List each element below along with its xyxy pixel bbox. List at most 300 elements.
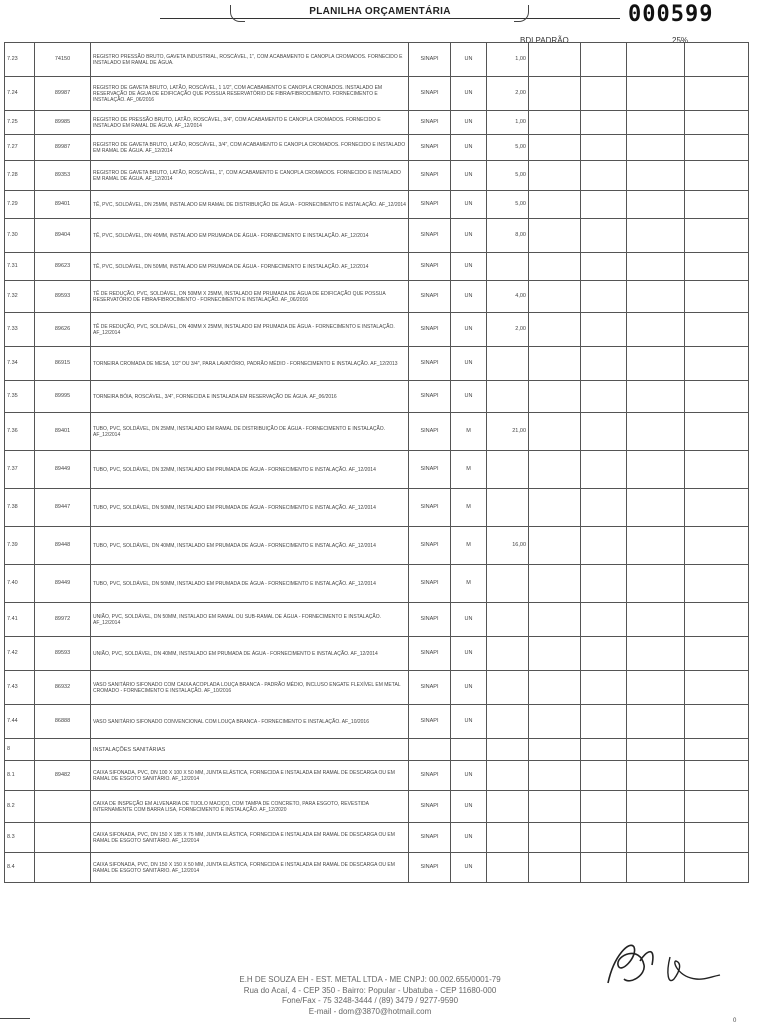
table-row [5, 761, 749, 791]
item-unit-price [529, 761, 581, 791]
item-unit-price-bdi [581, 161, 627, 191]
item-quantity [487, 791, 529, 823]
item-unit: M [451, 451, 487, 489]
item-number: 7.32 [5, 281, 35, 313]
item-unit-price [529, 739, 581, 761]
footer-line-2: Rua do Acaí, 4 - CEP 350 - Bairro: Popular - Ubatuba - CEP 11680-000 [243, 985, 497, 995]
item-total [627, 853, 685, 883]
item-total-bdi [685, 219, 749, 253]
item-code: 89449 [35, 565, 91, 603]
item-quantity [487, 853, 529, 883]
item-total [627, 451, 685, 489]
item-total-bdi [685, 43, 749, 77]
item-description: UNIÃO, PVC, SOLDÁVEL, DN 50MM, INSTALADO EM RAMAL OU SUB-RAMAL DE ÁGUA - FORNECIMENTO E INSTALAÇÃO. AF_12/2014 [91, 603, 409, 637]
item-number: 7.38 [5, 489, 35, 527]
item-number: 8.2 [5, 791, 35, 823]
item-description: REGISTRO PRESSÃO BRUTO, GAVETA INDUSTRIAL, ROSCÁVEL, 1", COM ACABAMENTO E CANOPLA CROMADOS. FORNECIDO E INSTALADO EM RAMAL DE ÁGUA. [91, 43, 409, 77]
table-row [5, 191, 749, 219]
table-row [5, 413, 749, 451]
item-total-bdi [685, 527, 749, 565]
item-number: 7.35 [5, 381, 35, 413]
item-total-bdi [685, 191, 749, 219]
item-code: 89987 [35, 135, 91, 161]
margin-mark [0, 1018, 30, 1019]
item-number: 7.39 [5, 527, 35, 565]
bdi-label: BDI PADRÃO [520, 36, 569, 45]
item-total-bdi [685, 489, 749, 527]
item-number: 7.37 [5, 451, 35, 489]
item-number: 8 [5, 739, 35, 761]
item-number: 8.4 [5, 853, 35, 883]
item-unit: UN [451, 161, 487, 191]
item-code: 74150 [35, 43, 91, 77]
item-source: SINAPI [409, 191, 451, 219]
item-quantity [487, 671, 529, 705]
item-number: 7.40 [5, 565, 35, 603]
item-number: 7.34 [5, 347, 35, 381]
item-unit-price [529, 281, 581, 313]
item-number: 7.33 [5, 313, 35, 347]
table-row [5, 161, 749, 191]
item-code: 89626 [35, 313, 91, 347]
item-number: 7.29 [5, 191, 35, 219]
table-row [5, 381, 749, 413]
item-unit-price [529, 381, 581, 413]
item-unit: UN [451, 347, 487, 381]
item-total [627, 135, 685, 161]
item-unit: UN [451, 853, 487, 883]
item-unit: UN [451, 637, 487, 671]
item-total-bdi [685, 161, 749, 191]
item-source: SINAPI [409, 161, 451, 191]
item-unit: UN [451, 191, 487, 219]
item-description: TORNEIRA BÓIA, ROSCÁVEL, 3/4", FORNECIDA E INSTALADA EM RESERVAÇÃO DE ÁGUA. AF_06/2016 [91, 381, 409, 413]
item-source: SINAPI [409, 671, 451, 705]
item-description: CAIXA SIFONADA, PVC, DN 100 X 100 X 50 MM, JUNTA ELÁSTICA, FORNECIDA E INSTALADA EM RAMAL DE DESCARGA OU EM RAMAL DE ESGOTO SANITÁRIO. AF_12/2014 [91, 761, 409, 791]
item-code: 89449 [35, 451, 91, 489]
item-description: CAIXA DE INSPEÇÃO EM ALVENARIA DE TIJOLO MACIÇO, COM TAMPA DE CONCRETO, PARA ESGOTO, REVESTIDA INTERNAMENTE COM BARRA LISA, FORNECIMENTO E INSTALAÇÃO. AF_12/2020 [91, 791, 409, 823]
item-source: SINAPI [409, 527, 451, 565]
item-total [627, 381, 685, 413]
bdi-value: 25% [672, 36, 689, 45]
item-unit-price-bdi [581, 111, 627, 135]
item-unit-price-bdi [581, 853, 627, 883]
item-unit-price [529, 313, 581, 347]
item-number: 7.36 [5, 413, 35, 451]
item-total-bdi [685, 111, 749, 135]
item-code: 89448 [35, 527, 91, 565]
item-unit-price [529, 347, 581, 381]
item-unit: UN [451, 705, 487, 739]
item-unit: M [451, 413, 487, 451]
item-source: SINAPI [409, 43, 451, 77]
item-total [627, 603, 685, 637]
item-number: 7.25 [5, 111, 35, 135]
title-bracket-right [514, 5, 529, 22]
item-quantity [487, 253, 529, 281]
item-source: SINAPI [409, 413, 451, 451]
item-description: TÊ DE REDUÇÃO, PVC, SOLDÁVEL, DN 50MM X 25MM, INSTALADO EM PRUMADA DE ÁGUA DE EDIFICAÇÃO QUE POSSUA RESERVATÓRIO DE FIBRA/FIBROCIMENTO - FORNECIMENTO E INSTALAÇÃO. AF_06/2016 [91, 281, 409, 313]
item-quantity [487, 823, 529, 853]
item-unit-price [529, 527, 581, 565]
item-unit: UN [451, 823, 487, 853]
footer-line-1: E.H DE SOUZA EH - EST. METAL LTDA - ME CNPJ: 00.002.655/0001-79 [239, 975, 501, 984]
item-unit-price-bdi [581, 281, 627, 313]
item-quantity: 5,00 [487, 191, 529, 219]
item-description: TUBO, PVC, SOLDÁVEL, DN 50MM, INSTALADO EM PRUMADA DE ÁGUA - FORNECIMENTO E INSTALAÇÃO. AF_12/2014 [91, 489, 409, 527]
item-number: 7.31 [5, 253, 35, 281]
item-description: CAIXA SIFONADA, PVC, DN 150 X 150 X 50 MM, JUNTA ELÁSTICA, FORNECIDA E INSTALADA EM RAMAL DE DESCARGA OU EM RAMAL DE ESGOTO SANITÁRIO. AF_12/2014 [91, 853, 409, 883]
item-source: SINAPI [409, 853, 451, 883]
item-unit-price [529, 253, 581, 281]
item-unit-price-bdi [581, 565, 627, 603]
item-total-bdi [685, 253, 749, 281]
item-quantity: 16,00 [487, 527, 529, 565]
item-number: 7.23 [5, 43, 35, 77]
table-row [5, 451, 749, 489]
title-rule [160, 18, 620, 19]
item-unit-price [529, 43, 581, 77]
table-row [5, 219, 749, 253]
item-quantity: 21,00 [487, 413, 529, 451]
table-row [5, 281, 749, 313]
item-source: SINAPI [409, 77, 451, 111]
item-source: SINAPI [409, 281, 451, 313]
item-total [627, 161, 685, 191]
item-total-bdi [685, 853, 749, 883]
item-total-bdi [685, 603, 749, 637]
item-total [627, 111, 685, 135]
table-row [5, 77, 749, 111]
item-number: 8.3 [5, 823, 35, 853]
item-source: SINAPI [409, 111, 451, 135]
item-unit-price [529, 489, 581, 527]
item-unit: UN [451, 381, 487, 413]
item-code: 89987 [35, 77, 91, 111]
item-code [35, 739, 91, 761]
item-unit-price [529, 161, 581, 191]
item-unit: UN [451, 219, 487, 253]
item-total-bdi [685, 739, 749, 761]
item-unit-price-bdi [581, 347, 627, 381]
item-unit-price [529, 791, 581, 823]
item-total [627, 705, 685, 739]
item-total [627, 313, 685, 347]
item-source: SINAPI [409, 253, 451, 281]
item-total [627, 347, 685, 381]
item-unit-price-bdi [581, 791, 627, 823]
item-description: INSTALAÇÕES SANITÁRIAS [91, 739, 409, 761]
item-code: 89482 [35, 761, 91, 791]
item-unit-price-bdi [581, 761, 627, 791]
table-row [5, 347, 749, 381]
item-total [627, 671, 685, 705]
item-source: SINAPI [409, 637, 451, 671]
item-number: 7.41 [5, 603, 35, 637]
table-row [5, 135, 749, 161]
item-total [627, 77, 685, 111]
item-unit-price [529, 135, 581, 161]
table-row [5, 671, 749, 705]
item-code: 89401 [35, 413, 91, 451]
item-source: SINAPI [409, 381, 451, 413]
item-total-bdi [685, 671, 749, 705]
table-row [5, 853, 749, 883]
item-code: 89995 [35, 381, 91, 413]
title-bracket-left [230, 5, 245, 22]
item-quantity [487, 565, 529, 603]
stamp-page-number: 000599 [628, 2, 714, 27]
item-code: 89593 [35, 281, 91, 313]
table-row [5, 705, 749, 739]
item-quantity [487, 381, 529, 413]
item-description: VASO SANITÁRIO SIFONADO CONVENCIONAL COM LOUÇA BRANCA - FORNECIMENTO E INSTALAÇÃO. AF_10/2016 [91, 705, 409, 739]
item-code: 89972 [35, 603, 91, 637]
item-code: 86932 [35, 671, 91, 705]
item-quantity [487, 637, 529, 671]
item-unit: UN [451, 313, 487, 347]
item-source [409, 739, 451, 761]
item-total [627, 823, 685, 853]
item-unit-price-bdi [581, 489, 627, 527]
table-row [5, 253, 749, 281]
item-total-bdi [685, 413, 749, 451]
item-total [627, 191, 685, 219]
item-unit: UN [451, 281, 487, 313]
company-footer [200, 975, 540, 1017]
item-source: SINAPI [409, 565, 451, 603]
item-description: TORNEIRA CROMADA DE MESA, 1/2" OU 3/4", PARA LAVATÓRIO, PADRÃO MÉDIO - FORNECIMENTO E INSTALAÇÃO. AF_12/2013 [91, 347, 409, 381]
item-source: SINAPI [409, 489, 451, 527]
item-unit: UN [451, 135, 487, 161]
item-unit-price [529, 191, 581, 219]
item-number: 7.30 [5, 219, 35, 253]
table-row [5, 637, 749, 671]
item-unit: UN [451, 111, 487, 135]
page-title: PLANILHA ORÇAMENTÁRIA [309, 6, 451, 17]
item-unit-price-bdi [581, 705, 627, 739]
item-unit: M [451, 565, 487, 603]
item-description: VASO SANITÁRIO SIFONADO COM CAIXA ACOPLADA LOUÇA BRANCA - PADRÃO MÉDIO, INCLUSO ENGATE FLEXÍVEL EM METAL CROMADO - FORNECIMENTO E INSTALAÇÃO. AF_10/2016 [91, 671, 409, 705]
item-quantity [487, 761, 529, 791]
item-quantity: 1,00 [487, 111, 529, 135]
item-unit-price [529, 671, 581, 705]
item-number: 7.43 [5, 671, 35, 705]
item-source: SINAPI [409, 347, 451, 381]
table-row [5, 527, 749, 565]
item-quantity: 2,00 [487, 77, 529, 111]
item-unit-price-bdi [581, 219, 627, 253]
item-source: SINAPI [409, 823, 451, 853]
item-unit-price-bdi [581, 527, 627, 565]
item-source: SINAPI [409, 313, 451, 347]
item-code: 89401 [35, 191, 91, 219]
item-unit-price [529, 637, 581, 671]
item-unit-price-bdi [581, 77, 627, 111]
item-description: TUBO, PVC, SOLDÁVEL, DN 25MM, INSTALADO EM RAMAL DE DISTRIBUIÇÃO DE ÁGUA - FORNECIMENTO E INSTALAÇÃO. AF_12/2014 [91, 413, 409, 451]
item-unit-price-bdi [581, 603, 627, 637]
item-total [627, 489, 685, 527]
item-number: 7.27 [5, 135, 35, 161]
signature [600, 935, 730, 1000]
item-unit-price-bdi [581, 451, 627, 489]
item-unit: UN [451, 77, 487, 111]
item-unit-price-bdi [581, 413, 627, 451]
table-row [5, 791, 749, 823]
item-code: 89623 [35, 253, 91, 281]
item-total-bdi [685, 565, 749, 603]
item-total-bdi [685, 823, 749, 853]
item-code: 86888 [35, 705, 91, 739]
item-total-bdi [685, 791, 749, 823]
item-description: CAIXA SIFONADA, PVC, DN 150 X 185 X 75 MM, JUNTA ELÁSTICA, FORNECIDA E INSTALADA EM RAMAL DE DESCARGA OU EM RAMAL DE ESGOTO SANITÁRIO. AF_12/2014 [91, 823, 409, 853]
item-unit-price [529, 451, 581, 489]
item-unit: UN [451, 761, 487, 791]
item-unit-price-bdi [581, 671, 627, 705]
item-total [627, 637, 685, 671]
item-unit-price [529, 413, 581, 451]
table-row [5, 111, 749, 135]
item-unit: UN [451, 253, 487, 281]
item-unit-price [529, 705, 581, 739]
item-total-bdi [685, 347, 749, 381]
item-unit-price [529, 77, 581, 111]
item-description: REGISTRO DE GAVETA BRUTO, LATÃO, ROSCÁVEL, 1", COM ACABAMENTO E CANOPLA CROMADOS. FORNECIDO E INSTALADO EM RAMAL DE ÁGUA. AF_12/2014 [91, 161, 409, 191]
item-unit-price-bdi [581, 191, 627, 219]
item-number: 7.42 [5, 637, 35, 671]
item-description: TÊ, PVC, SOLDÁVEL, DN 40MM, INSTALADO EM PRUMADA DE ÁGUA - FORNECIMENTO E INSTALAÇÃO. AF_12/2014 [91, 219, 409, 253]
table-row [5, 313, 749, 347]
item-unit-price-bdi [581, 739, 627, 761]
item-quantity: 2,00 [487, 313, 529, 347]
budget-table [4, 42, 749, 883]
item-code [35, 823, 91, 853]
item-total-bdi [685, 281, 749, 313]
item-unit: M [451, 527, 487, 565]
item-code: 89353 [35, 161, 91, 191]
item-unit-price [529, 603, 581, 637]
item-description: TUBO, PVC, SOLDÁVEL, DN 32MM, INSTALADO EM PRUMADA DE ÁGUA - FORNECIMENTO E INSTALAÇÃO. AF_12/2014 [91, 451, 409, 489]
table-row [5, 823, 749, 853]
item-unit: UN [451, 43, 487, 77]
item-quantity [487, 451, 529, 489]
item-unit: M [451, 489, 487, 527]
item-total [627, 739, 685, 761]
item-description: REGISTRO DE GAVETA BRUTO, LATÃO, ROSCÁVEL, 1 1/2", COM ACABAMENTO E CANOPLA CROMADOS. INSTALADO EM RESERVAÇÃO DE ÁGUA DE EDIFICAÇÃO QUE POSSUA RESERVATÓRIO DE FIBRA/FIBROCIMENTO. FORNECIMENTO E INSTALAÇÃO. AF_06/2016 [91, 77, 409, 111]
item-code [35, 791, 91, 823]
item-source: SINAPI [409, 705, 451, 739]
item-unit: UN [451, 791, 487, 823]
item-source: SINAPI [409, 219, 451, 253]
item-quantity [487, 347, 529, 381]
item-unit-price-bdi [581, 823, 627, 853]
item-total [627, 219, 685, 253]
item-unit-price-bdi [581, 381, 627, 413]
item-total-bdi [685, 135, 749, 161]
item-total-bdi [685, 381, 749, 413]
footer-line-3: Fone/Fax - 75 3248-3444 / (89) 3479 / 9277-9590 [281, 996, 459, 1005]
page-number: 0 [733, 1018, 737, 1024]
item-source: SINAPI [409, 603, 451, 637]
item-quantity [487, 489, 529, 527]
item-description: UNIÃO, PVC, SOLDÁVEL, DN 40MM, INSTALADO EM PRUMADA DE ÁGUA - FORNECIMENTO E INSTALAÇÃO. AF_12/2014 [91, 637, 409, 671]
item-unit: UN [451, 671, 487, 705]
item-code: 89447 [35, 489, 91, 527]
item-quantity: 4,00 [487, 281, 529, 313]
item-unit-price [529, 565, 581, 603]
item-total [627, 761, 685, 791]
item-number: 8.1 [5, 761, 35, 791]
item-source: SINAPI [409, 791, 451, 823]
table-row [5, 489, 749, 527]
item-unit [451, 739, 487, 761]
item-total [627, 527, 685, 565]
item-unit-price-bdi [581, 253, 627, 281]
item-description: TÊ DE REDUÇÃO, PVC, SOLDÁVEL, DN 40MM X 25MM, INSTALADO EM PRUMADA DE ÁGUA - FORNECIMENTO E INSTALAÇÃO. AF_12/2014 [91, 313, 409, 347]
item-quantity: 8,00 [487, 219, 529, 253]
item-code: 86915 [35, 347, 91, 381]
item-description: REGISTRO DE GAVETA BRUTO, LATÃO, ROSCÁVEL, 3/4", COM ACABAMENTO E CANOPLA CROMADOS. FORNECIDO E INSTALADO EM RAMAL DE ÁGUA. AF_12/2014 [91, 135, 409, 161]
item-unit-price-bdi [581, 135, 627, 161]
item-quantity [487, 705, 529, 739]
item-total-bdi [685, 313, 749, 347]
item-total-bdi [685, 637, 749, 671]
item-number: 7.44 [5, 705, 35, 739]
item-description: TUBO, PVC, SOLDÁVEL, DN 40MM, INSTALADO EM PRUMADA DE ÁGUA - FORNECIMENTO E INSTALAÇÃO. AF_12/2014 [91, 527, 409, 565]
item-quantity [487, 739, 529, 761]
item-code: 89985 [35, 111, 91, 135]
item-description: REGISTRO DE PRESSÃO BRUTO, LATÃO, ROSCÁVEL, 3/4", COM ACABAMENTO E CANOPLA CROMADOS. FORNECIDO E INSTALADO EM RAMAL DE ÁGUA. AF_12/2014 [91, 111, 409, 135]
item-quantity [487, 603, 529, 637]
item-code: 89593 [35, 637, 91, 671]
item-quantity: 5,00 [487, 135, 529, 161]
item-source: SINAPI [409, 135, 451, 161]
item-unit-price-bdi [581, 43, 627, 77]
item-total-bdi [685, 451, 749, 489]
item-total-bdi [685, 705, 749, 739]
item-unit-price [529, 219, 581, 253]
item-source: SINAPI [409, 761, 451, 791]
item-number: 7.24 [5, 77, 35, 111]
item-total [627, 413, 685, 451]
item-unit-price-bdi [581, 313, 627, 347]
item-total [627, 565, 685, 603]
footer-line-4: E-mail - dom@3870@hotmail.com [308, 1006, 432, 1016]
item-source: SINAPI [409, 451, 451, 489]
item-total-bdi [685, 77, 749, 111]
item-description: TUBO, PVC, SOLDÁVEL, DN 50MM, INSTALADO EM PRUMADA DE ÁGUA - FORNECIMENTO E INSTALAÇÃO. AF_12/2014 [91, 565, 409, 603]
item-quantity: 5,00 [487, 161, 529, 191]
item-total [627, 281, 685, 313]
item-code [35, 853, 91, 883]
item-unit-price [529, 111, 581, 135]
item-number: 7.28 [5, 161, 35, 191]
table-row [5, 565, 749, 603]
item-total [627, 791, 685, 823]
item-unit-price [529, 823, 581, 853]
table-row [5, 43, 749, 77]
table-row [5, 739, 749, 761]
item-code: 89404 [35, 219, 91, 253]
item-description: TÊ, PVC, SOLDÁVEL, DN 50MM, INSTALADO EM PRUMADA DE ÁGUA - FORNECIMENTO E INSTALAÇÃO. AF_12/2014 [91, 253, 409, 281]
item-unit: UN [451, 603, 487, 637]
item-unit-price-bdi [581, 637, 627, 671]
table-row [5, 603, 749, 637]
item-total [627, 253, 685, 281]
item-total [627, 43, 685, 77]
item-quantity: 1,00 [487, 43, 529, 77]
item-description: TÊ, PVC, SOLDÁVEL, DN 25MM, INSTALADO EM RAMAL DE DISTRIBUIÇÃO DE ÁGUA - FORNECIMENTO E INSTALAÇÃO. AF_12/2014 [91, 191, 409, 219]
